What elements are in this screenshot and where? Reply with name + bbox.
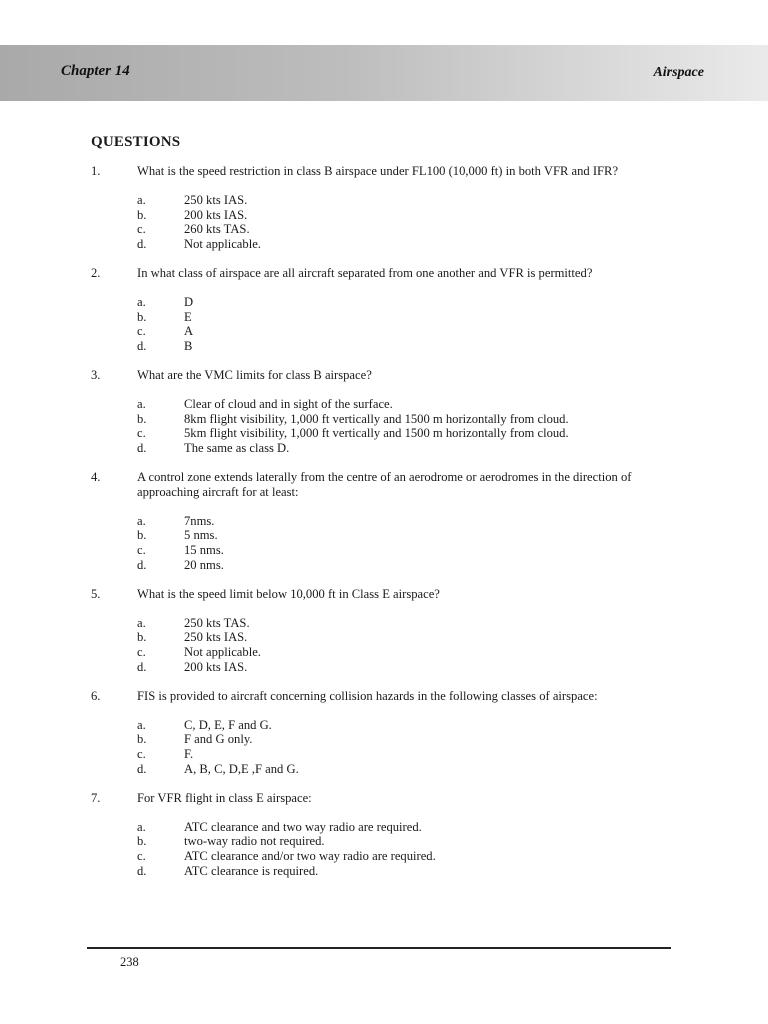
option-text: B [184, 339, 193, 354]
footer-divider [87, 947, 671, 949]
option-text: The same as class D. [184, 441, 290, 456]
answer-option [91, 834, 691, 849]
option-letter: d. [137, 339, 147, 354]
answer-option [91, 397, 691, 412]
answer-option [91, 718, 691, 733]
question-item [91, 587, 691, 675]
option-text: A [184, 324, 194, 339]
option-text: Not applicable. [184, 645, 261, 660]
option-letter: c. [137, 324, 146, 339]
answer-option [91, 849, 691, 864]
option-letter: c. [137, 222, 146, 237]
question-text: What are the VMC limits for class B airspace? [137, 367, 372, 382]
answer-option [91, 514, 691, 529]
answer-option [91, 732, 691, 747]
option-letter: a. [137, 717, 146, 732]
question-number: 7. [91, 790, 101, 805]
option-text: ATC clearance and two way radio are required. [184, 819, 422, 834]
option-text: 5 nms. [184, 528, 218, 543]
answer-option [91, 193, 691, 208]
option-text: D [184, 294, 194, 309]
option-letter: d. [137, 863, 147, 878]
question-text: FIS is provided to aircraft concerning collision hazards in the following classes of airspace: [137, 688, 598, 703]
answer-option [91, 310, 691, 325]
question-number: 5. [91, 586, 101, 601]
answer-option [91, 441, 691, 456]
option-text: 200 kts IAS. [184, 207, 248, 222]
question-item [91, 689, 691, 777]
option-letter: d. [137, 659, 147, 674]
question-text: For VFR flight in class E airspace: [137, 790, 312, 805]
answer-option [91, 528, 691, 543]
answer-option [91, 237, 691, 252]
answer-option [91, 324, 691, 339]
answer-options [91, 820, 691, 879]
question-number: 1. [91, 164, 101, 178]
option-text: ATC clearance and/or two way radio are required. [184, 849, 436, 864]
option-letter: a. [137, 192, 146, 207]
question-item [91, 266, 691, 354]
option-text: 20 nms. [184, 557, 224, 572]
option-text: F. [184, 747, 194, 762]
option-text: 250 kts IAS. [184, 630, 248, 645]
option-text: 15 nms. [184, 543, 224, 558]
answer-option [91, 543, 691, 558]
option-letter: d. [137, 441, 147, 456]
option-text: C, D, E, F and G. [184, 717, 272, 732]
option-text: 200 kts IAS. [184, 659, 248, 674]
questions-heading: QUESTIONS [91, 134, 181, 150]
question-item [91, 164, 691, 252]
option-letter: d. [137, 761, 147, 776]
option-text: 5km flight visibility, 1,000 ft vertically and 1500 m horizontally from cloud. [184, 426, 569, 441]
option-letter: d. [137, 557, 147, 572]
answer-option [91, 208, 691, 223]
answer-option [91, 645, 691, 660]
option-text: 8km flight visibility, 1,000 ft vertically and 1500 m horizontally from cloud. [184, 411, 569, 426]
question-text: What is the speed restriction in class B airspace under FL100 (10,000 ft) in both VFR and IFR? [137, 164, 619, 178]
answer-options [91, 295, 691, 354]
option-letter: b. [137, 411, 147, 426]
option-text: two-way radio not required. [184, 834, 325, 849]
answer-option [91, 426, 691, 441]
option-letter: b. [137, 630, 147, 645]
question-text: A control zone extends laterally from the centre of an aerodrome or aerodromes in the direction of approaching aircraft for at least: [137, 469, 632, 499]
question-text: What is the speed limit below 10,000 ft in Class E airspace? [137, 586, 440, 601]
answer-option [91, 820, 691, 835]
page-number: 238 [120, 955, 139, 969]
question-number: 3. [91, 367, 101, 382]
answer-options [91, 616, 691, 675]
answer-options [91, 514, 691, 573]
option-letter: c. [137, 747, 146, 762]
answer-option [91, 864, 691, 879]
option-letter: c. [137, 543, 146, 558]
option-text: Not applicable. [184, 237, 261, 252]
answer-option [91, 630, 691, 645]
question-number: 6. [91, 688, 101, 703]
question-item [91, 368, 691, 456]
answer-options [91, 718, 691, 777]
option-letter: b. [137, 207, 147, 222]
option-letter: b. [137, 834, 147, 849]
option-letter: d. [137, 237, 147, 252]
question-item [91, 791, 691, 879]
answer-option [91, 222, 691, 237]
option-letter: a. [137, 294, 146, 309]
question-list [91, 164, 691, 893]
option-text: E [184, 309, 192, 324]
chapter-title: Chapter 14 [61, 63, 130, 79]
option-text: 250 kts IAS. [184, 192, 248, 207]
option-letter: c. [137, 426, 146, 441]
answer-options [91, 193, 691, 252]
answer-option [91, 616, 691, 631]
option-letter: c. [137, 849, 146, 864]
answer-option [91, 339, 691, 354]
answer-option [91, 295, 691, 310]
option-text: A, B, C, D,E ,F and G. [184, 761, 299, 776]
option-letter: c. [137, 645, 146, 660]
answer-options [91, 397, 691, 456]
section-title: Airspace [653, 65, 704, 80]
answer-option [91, 558, 691, 573]
option-letter: a. [137, 615, 146, 630]
option-text: 260 kts TAS. [184, 222, 250, 237]
option-text: Clear of cloud and in sight of the surface. [184, 396, 393, 411]
answer-option [91, 660, 691, 675]
option-text: 250 kts TAS. [184, 615, 250, 630]
answer-option [91, 412, 691, 427]
question-number: 4. [91, 469, 101, 484]
answer-option [91, 747, 691, 762]
question-number: 2. [91, 265, 101, 280]
option-letter: b. [137, 732, 147, 747]
option-letter: a. [137, 819, 146, 834]
option-text: F and G only. [184, 732, 253, 747]
option-letter: b. [137, 309, 147, 324]
option-text: ATC clearance is required. [184, 863, 319, 878]
answer-option [91, 762, 691, 777]
question-item [91, 470, 691, 573]
option-letter: a. [137, 396, 146, 411]
question-text: In what class of airspace are all aircraft separated from one another and VFR is permitted? [137, 265, 593, 280]
option-letter: b. [137, 528, 147, 543]
option-text: 7nms. [184, 513, 215, 528]
option-letter: a. [137, 513, 146, 528]
